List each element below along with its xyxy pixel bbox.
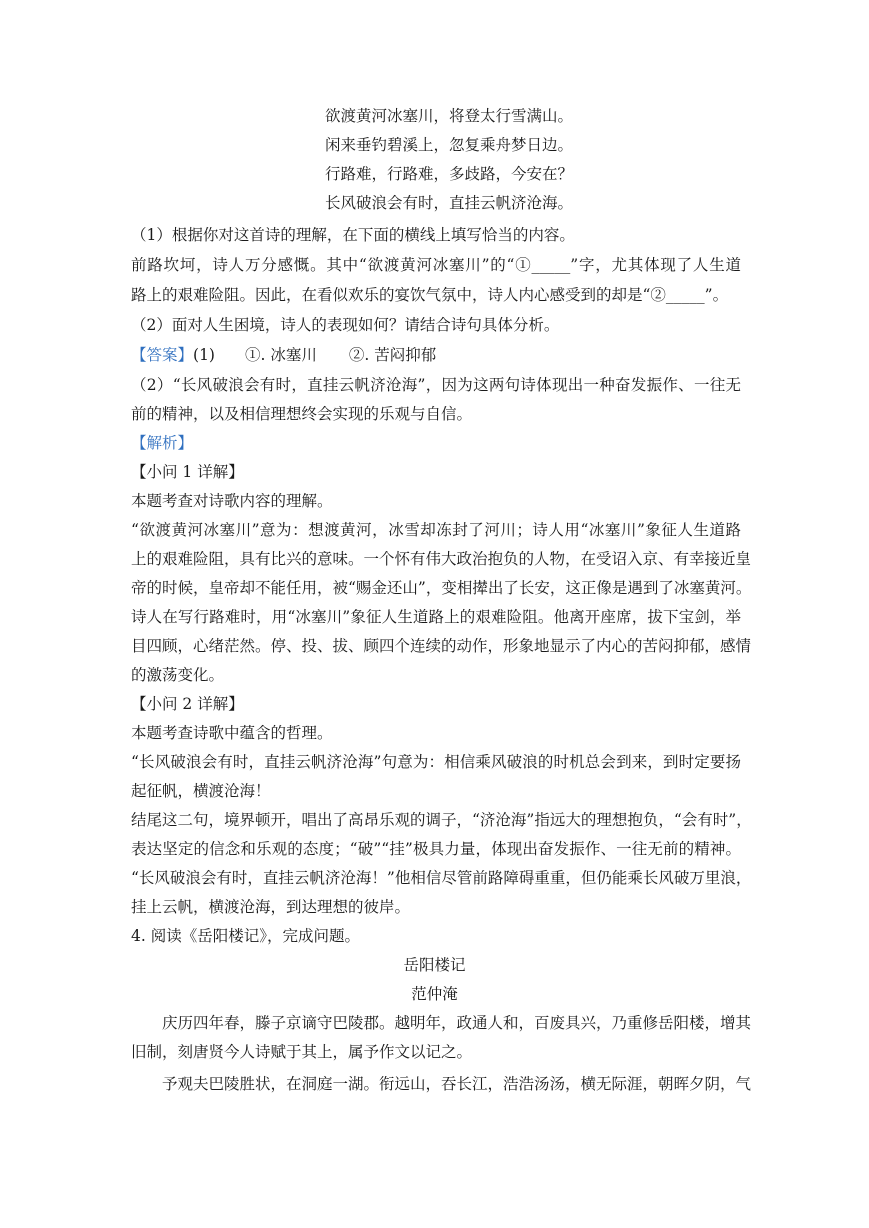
analysis-text: 表达坚定的信念和乐观的态度；“破”“挂”极具力量，体现出奋发振作、一往无前的精神。 bbox=[131, 840, 741, 858]
analysis-text: “长风破浪会有时，直挂云帆济沧海”句意为：相信乘风破浪的时机总会到来，到时定要扬 bbox=[131, 753, 741, 771]
analysis-text: 起征帆，横渡沧海！ bbox=[131, 782, 271, 800]
answer-label: 【答案】 bbox=[131, 346, 194, 364]
analysis-text: 上的艰难险阻，具有比兴的意味。一个怀有伟大政治抱负的人物，在受诏入京、有幸接近皇 bbox=[131, 550, 752, 568]
question-1-text: 前路坎坷，诗人万分感慨。其中“欲渡黄河冰塞川”的“①_____”字，尤其体现了人生道 bbox=[131, 256, 741, 274]
analysis-text: 目四顾，心绪茫然。停、投、拔、顾四个连续的动作，形象地显示了内心的苦闷抑郁，感情 bbox=[131, 637, 752, 655]
analysis-text: “欲渡黄河冰塞川”意为：想渡黄河，冰雪却冻封了河川；诗人用“冰塞川”象征人生道路 bbox=[131, 521, 741, 539]
answer-item-2: ②. 苦闷抑郁 bbox=[348, 346, 437, 364]
poem-line: 闲来垂钓碧溪上，忽复乘舟梦日边。 bbox=[324, 136, 573, 154]
question-2-prompt: （2）面对人生困境，诗人的表现如何？请结合诗句具体分析。 bbox=[131, 316, 560, 334]
question-1-text: 路上的艰难险阻。因此，在看似欢乐的宴饮气氛中，诗人内心感受到的却是“②_____”。 bbox=[131, 286, 729, 304]
passage-title: 岳阳楼记 bbox=[403, 956, 466, 974]
analysis-text: 帝的时候，皇帝却不能任用，被“赐金还山”，变相撵出了长安，这正像是遇到了冰塞黄河。 bbox=[131, 579, 752, 597]
analysis-text: 本题考查对诗歌内容的理解。 bbox=[131, 492, 333, 510]
passage-text: 旧制，刻唐贤今人诗赋于其上，属予作文以记之。 bbox=[131, 1043, 473, 1061]
poem-line: 行路难，行路难，多歧路，今安在？ bbox=[324, 165, 573, 183]
analysis-text: 的激荡变化。 bbox=[131, 666, 225, 684]
answer-part-number: (1) bbox=[193, 346, 215, 364]
poem-line: 长风破浪会有时，直挂云帆济沧海。 bbox=[324, 194, 573, 212]
analysis-label: 【解析】 bbox=[131, 434, 194, 452]
passage-text: 予观夫巴陵胜状，在洞庭一湖。衔远山，吞长江，浩浩汤汤，横无际涯，朝晖夕阴，气 bbox=[162, 1075, 752, 1093]
analysis-text: 挂上云帆，横渡沧海，到达理想的彼岸。 bbox=[131, 898, 411, 916]
answer-item-1: ①. 冰塞川 bbox=[244, 346, 317, 364]
answer-line bbox=[131, 345, 741, 365]
question-4-prompt: 4. 阅读《岳阳楼记》，完成问题。 bbox=[131, 927, 360, 945]
analysis-text: “长风破浪会有时，直挂云帆济沧海！”他相信尽管前路障碍重重，但仍能乘长风破万里浪， bbox=[131, 869, 752, 887]
analysis-text: 诗人在写行路难时，用“冰塞川”象征人生道路上的艰难险阻。他离开座席，拔下宝剑，举 bbox=[131, 608, 741, 626]
passage-author: 范仲淹 bbox=[411, 985, 458, 1003]
answer-part-2: 前的精神，以及相信理想终会实现的乐观与自信。 bbox=[131, 405, 473, 423]
question-1-prompt: （1）根据你对这首诗的理解，在下面的横线上填写恰当的内容。 bbox=[131, 226, 575, 244]
sub-question-1-title: 【小问 1 详解】 bbox=[131, 463, 244, 481]
answer-part-2: （2）“长风破浪会有时，直挂云帆济沧海”，因为这两句诗体现出一种奋发振作、一往无 bbox=[131, 376, 741, 394]
analysis-text: 结尾这二句，境界顿开，唱出了高昂乐观的调子，“济沧海”指远大的理想抱负，“会有时”， bbox=[131, 811, 752, 829]
sub-question-2-title: 【小问 2 详解】 bbox=[131, 695, 244, 713]
poem-line: 欲渡黄河冰塞川，将登太行雪满山。 bbox=[324, 107, 573, 125]
analysis-text: 本题考查诗歌中蕴含的哲理。 bbox=[131, 724, 333, 742]
passage-text: 庆历四年春，滕子京谪守巴陵郡。越明年，政通人和，百废具兴，乃重修岳阳楼，增其 bbox=[162, 1014, 752, 1032]
